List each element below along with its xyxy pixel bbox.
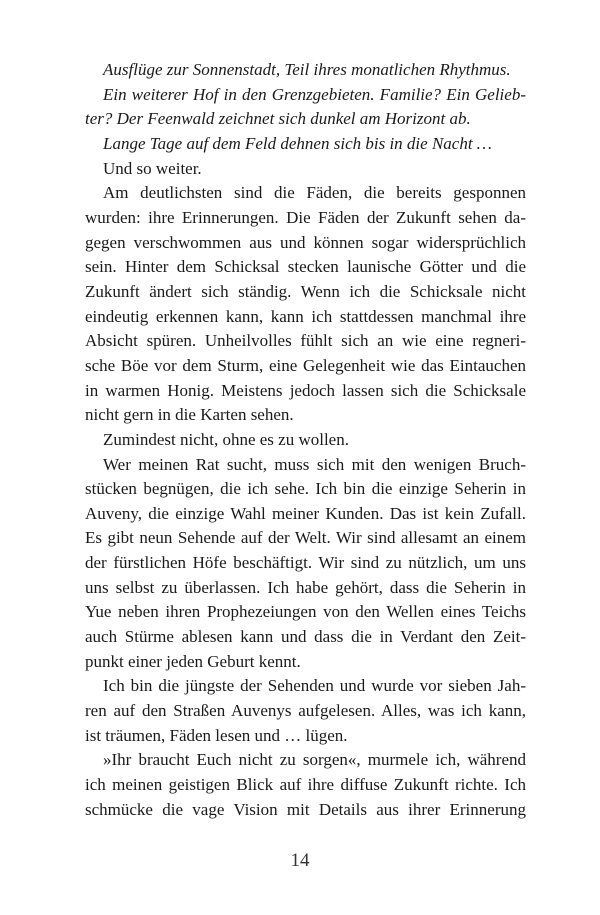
- text-line: [85, 551, 526, 576]
- text-line-content: sche Böe vor dem Sturm, eine Gelegenheit wie das Eintauchen: [85, 355, 526, 375]
- text-line: [85, 157, 526, 182]
- text-line: [85, 329, 526, 354]
- text-line: [85, 576, 526, 601]
- text-line-content: »Ihr braucht Euch nicht zu sorgen«, murmele ich, während: [103, 750, 526, 770]
- text-line: [85, 650, 526, 675]
- text-line: [85, 354, 526, 379]
- text-line-content: Es gibt neun Sehende auf der Welt. Wir sind allesamt an einem: [85, 528, 526, 548]
- text-line: [85, 724, 526, 749]
- text-line: [85, 132, 526, 157]
- text-line-content: auch Stürme ablesen kann und dass die in Verdant den Zeit-: [85, 627, 526, 647]
- text-line-content: gegen verschwommen aus und können sogar widersprüchlich: [85, 232, 526, 252]
- text-line: [85, 600, 526, 625]
- text-line: [85, 58, 526, 83]
- text-line: [85, 477, 526, 502]
- text-line-content: in warmen Honig. Meistens jedoch lassen sich die Schicksale: [85, 380, 526, 400]
- text-line-content: stücken begnügen, die ich sehe. Ich bin die einzige Seherin in: [85, 479, 526, 499]
- text-line: [85, 748, 526, 773]
- text-line-content: Yue neben ihren Prophezeiungen von den Wellen eines Teichs: [85, 602, 526, 622]
- text-line-content: Auveny, die einzige Wahl meiner Kunden. Das ist kein Zufall.: [85, 503, 526, 523]
- text-line-content: Und so weiter.: [103, 158, 202, 178]
- text-line-content: ren auf den Straßen Auvenys aufgelesen. Alles, was ich kann,: [85, 701, 526, 721]
- text-line-content: Zumindest nicht, ohne es zu wollen.: [103, 429, 349, 449]
- text-line-content: nicht gern in die Karten sehen.: [85, 405, 294, 425]
- text-line: [85, 181, 526, 206]
- text-line-content: ter? Der Feenwald zeichnet sich dunkel am Horizont ab.: [85, 109, 471, 129]
- text-line: [85, 255, 526, 280]
- text-line: [85, 280, 526, 305]
- text-line-content: der fürstlichen Höfe beschäftigt. Wir sind zu nützlich, um uns: [85, 553, 526, 573]
- text-line: [85, 379, 526, 404]
- text-line: [85, 625, 526, 650]
- text-line: [85, 798, 526, 823]
- text-line: [85, 526, 526, 551]
- text-line-content: Zukunft ändert sich ständig. Wenn ich die Schicksale nicht: [85, 281, 526, 301]
- text-line-content: uns selbst zu überlassen. Ich habe gehört, dass die Seherin in: [85, 577, 526, 597]
- text-line-content: wurden: ihre Erinnerungen. Die Fäden der Zukunft sehen da-: [85, 207, 526, 227]
- text-line: [85, 453, 526, 478]
- text-line: [85, 107, 526, 132]
- text-line-content: Lange Tage auf dem Feld dehnen sich bis in die Nacht …: [103, 133, 492, 153]
- text-line: [85, 305, 526, 330]
- text-line: [85, 428, 526, 453]
- text-line-content: sein. Hinter dem Schicksal stecken launische Götter und die: [85, 257, 526, 277]
- text-line: [85, 206, 526, 231]
- text-line-content: Ausflüge zur Sonnenstadt, Teil ihres monatlichen Rhythmus.: [103, 60, 511, 79]
- text-line-content: Ich bin die jüngste der Sehenden und wurde vor sieben Jah-: [103, 676, 526, 696]
- text-line-content: Wer meinen Rat sucht, muss sich mit den wenigen Bruch-: [103, 454, 526, 474]
- text-line-content: schmücke die vage Vision mit Details aus ihrer Erinnerung: [85, 799, 526, 819]
- text-line-content: ich meinen geistigen Blick auf ihre diffuse Zukunft richte. Ich: [85, 775, 526, 795]
- text-line-content: Ein weiterer Hof in den Grenzgebieten. Familie? Ein Gelieb-: [103, 84, 526, 104]
- text-line: [85, 699, 526, 724]
- text-line-content: Absicht spüren. Unheilvolles fühlt sich an wie eine regneri-: [85, 331, 526, 351]
- text-line: [85, 83, 526, 108]
- body-text: [85, 58, 526, 822]
- text-line: [85, 773, 526, 798]
- text-line: [85, 674, 526, 699]
- text-line: [85, 502, 526, 527]
- text-line-content: punkt einer jeden Geburt kennt.: [85, 651, 301, 671]
- text-line-content: eindeutig erkennen kann, kann ich stattdessen manchmal ihre: [85, 306, 526, 326]
- page-number: 14: [290, 850, 310, 871]
- text-line-content: ist träumen, Fäden lesen und … lügen.: [85, 725, 348, 745]
- text-line: [85, 403, 526, 428]
- text-line-content: Am deutlichsten sind die Fäden, die bereits gesponnen: [103, 183, 526, 203]
- text-line: [85, 231, 526, 256]
